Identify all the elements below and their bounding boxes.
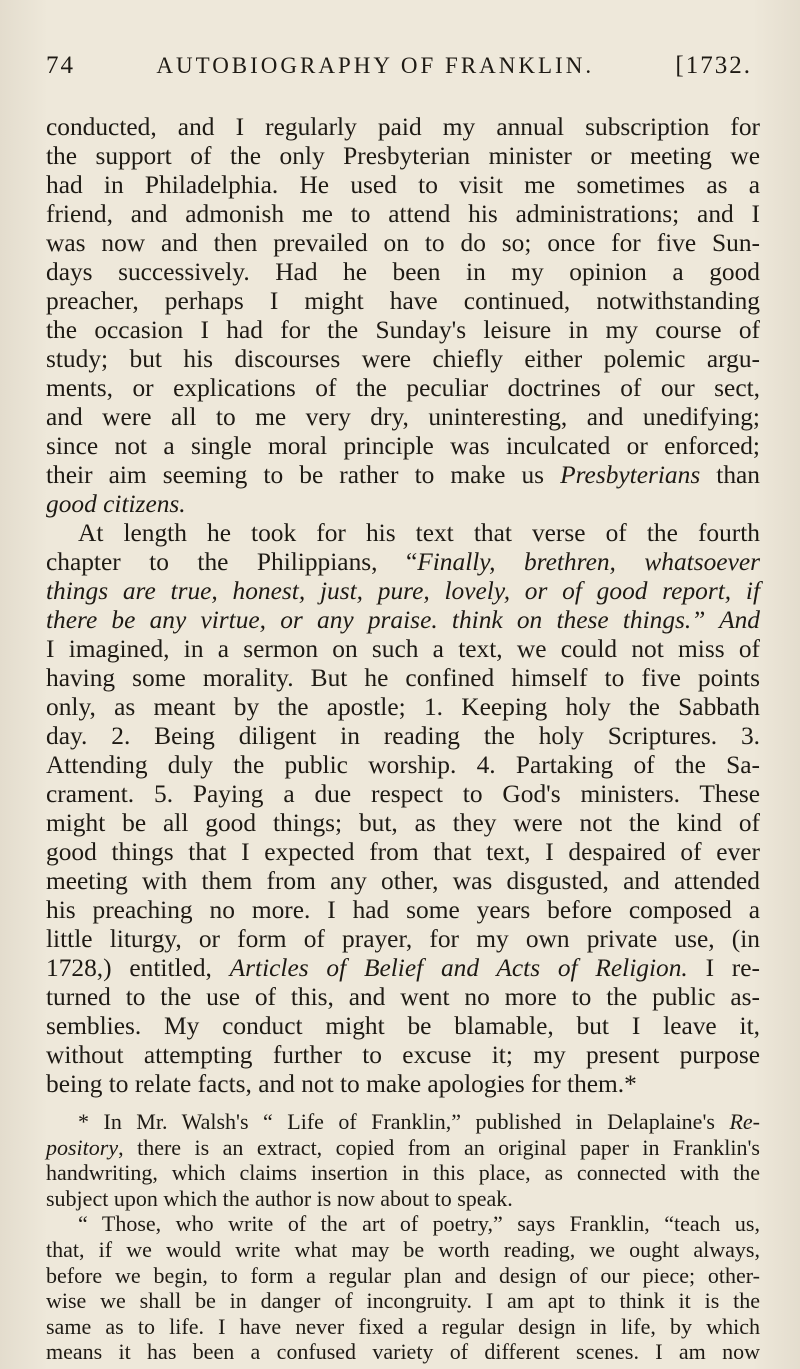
main-text (46, 113, 760, 1099)
text-segment: chapter to the Philippians, “ (46, 548, 418, 576)
text-segment: , there is an extract, copied from an original paper in Franklin's (118, 1134, 760, 1160)
text-line: little liturgy, or form of prayer, for my own private use, (in (46, 925, 760, 953)
text-line (46, 548, 760, 577)
text-line: the occasion I had for the Sunday's leisure in my course of (46, 316, 760, 344)
text-line (46, 490, 760, 519)
text-line: crament. 5. Paying a due respect to God's ministers. These (46, 780, 760, 808)
text-line: having some morality. But he confined himself to five points (46, 664, 760, 692)
text-line: I imagined, in a sermon on such a text, we could not miss of (46, 635, 760, 663)
footnote-line: subject upon which the author is now about to speak. (46, 1185, 513, 1211)
italic-segment: pository (46, 1134, 119, 1160)
italic-segment: Finally, brethren, whatsoever (417, 548, 760, 576)
text-line: turned to the use of this, and went no more to the public as- (46, 983, 760, 1011)
footnote-line (46, 1109, 760, 1135)
text-line: only, as meant by the apostle; 1. Keeping holy the Sabbath (46, 693, 760, 721)
text-line: good things that I expected from that text, I despaired of ever (46, 838, 760, 866)
footnote-line: before we begin, to form a regular plan and design of our piece; other- (46, 1262, 760, 1288)
italic-segment: things are true, honest, just, pure, lovely, or of good report, if (46, 577, 760, 605)
text-line: preacher, perhaps I might have continued, notwithstanding (46, 287, 760, 315)
year-marker: [1732. (675, 52, 752, 79)
text-line: day. 2. Being diligent in reading the holy Scriptures. 3. (46, 722, 760, 750)
text-line: and were all to me very dry, uninteresting, and unedifying; (46, 403, 760, 431)
text-line: his preaching no more. I had some years before composed a (46, 896, 760, 924)
text-line: being to relate facts, and not to make apologies for them.* (46, 1070, 637, 1098)
text-line: At length he took for his text that verse of the fourth (78, 519, 760, 547)
text-line (46, 606, 760, 635)
text-line: was now and then prevailed on to do so; once for five Sun- (46, 229, 760, 257)
italic-segment: Re- (729, 1109, 760, 1134)
text-segment: I re- (687, 954, 760, 982)
text-line: friend, and admonish me to attend his administrations; and I (46, 200, 760, 228)
text-line: Attending duly the public worship. 4. Partaking of the Sa- (46, 751, 760, 779)
text-line: conducted, and I regularly paid my annual subscription for (46, 113, 760, 141)
text-line: study; but his discourses were chiefly either polemic argu- (46, 345, 760, 373)
text-line: ments, or explications of the peculiar doctrines of our sect, (46, 374, 760, 402)
footnote-line: “ Those, who write of the art of poetry,” says Franklin, “teach us, (78, 1211, 760, 1237)
text-line: the support of the only Presbyterian minister or meeting we (46, 142, 760, 170)
text-segment: than (700, 461, 761, 489)
footnote-line: wise we shall be in danger of incongruity. I am apt to think it is the (46, 1288, 760, 1314)
running-title: AUTOBIOGRAPHY OF FRANKLIN. (156, 53, 595, 78)
text-line: had in Philadelphia. He used to visit me sometimes as a (46, 171, 760, 199)
running-head (46, 52, 760, 80)
text-segment: 1728,) entitled, (46, 954, 230, 982)
text-line: might be all good things; but, as they were not the kind of (46, 809, 760, 837)
text-segment: their aim seeming to be rather to make us (46, 461, 561, 489)
footnote-line: handwriting, which claims insertion in this place, as connected with the (46, 1160, 760, 1186)
text-segment: * In Mr. Walsh's “ Life of Franklin,” published in Delaplaine's (78, 1109, 730, 1134)
footnote-line: means it has been a confused variety of different scenes. I am now (46, 1339, 760, 1365)
footnote-line: that, if we would write what may be worth reading, we ought always, (46, 1236, 760, 1262)
text-line: semblies. My conduct might be blamable, but I leave it, (46, 1012, 760, 1040)
italic-segment: there be any virtue, or any praise. think on these things.” And (46, 606, 760, 634)
footnote-line (46, 1135, 760, 1161)
page-number: 74 (46, 52, 75, 79)
text-line (46, 954, 760, 983)
footnote (46, 1109, 760, 1365)
text-line: since not a single moral principle was inculcated or enforced; (46, 432, 760, 460)
text-line (46, 577, 760, 606)
text-line: without attempting further to excuse it; my present purpose (46, 1041, 760, 1069)
italic-segment: Presbyterians (560, 461, 701, 489)
italic-segment: Articles of Belief and Acts of Religion. (229, 954, 688, 982)
text-line (46, 461, 760, 490)
footnote-line: same as to life. I have never fixed a regular design in life, by which (46, 1313, 760, 1339)
text-line: meeting with them from any other, was disgusted, and attended (46, 867, 760, 895)
text-line: days successively. Had he been in my opinion a good (46, 258, 760, 286)
italic-segment: good citizens. (46, 490, 186, 518)
